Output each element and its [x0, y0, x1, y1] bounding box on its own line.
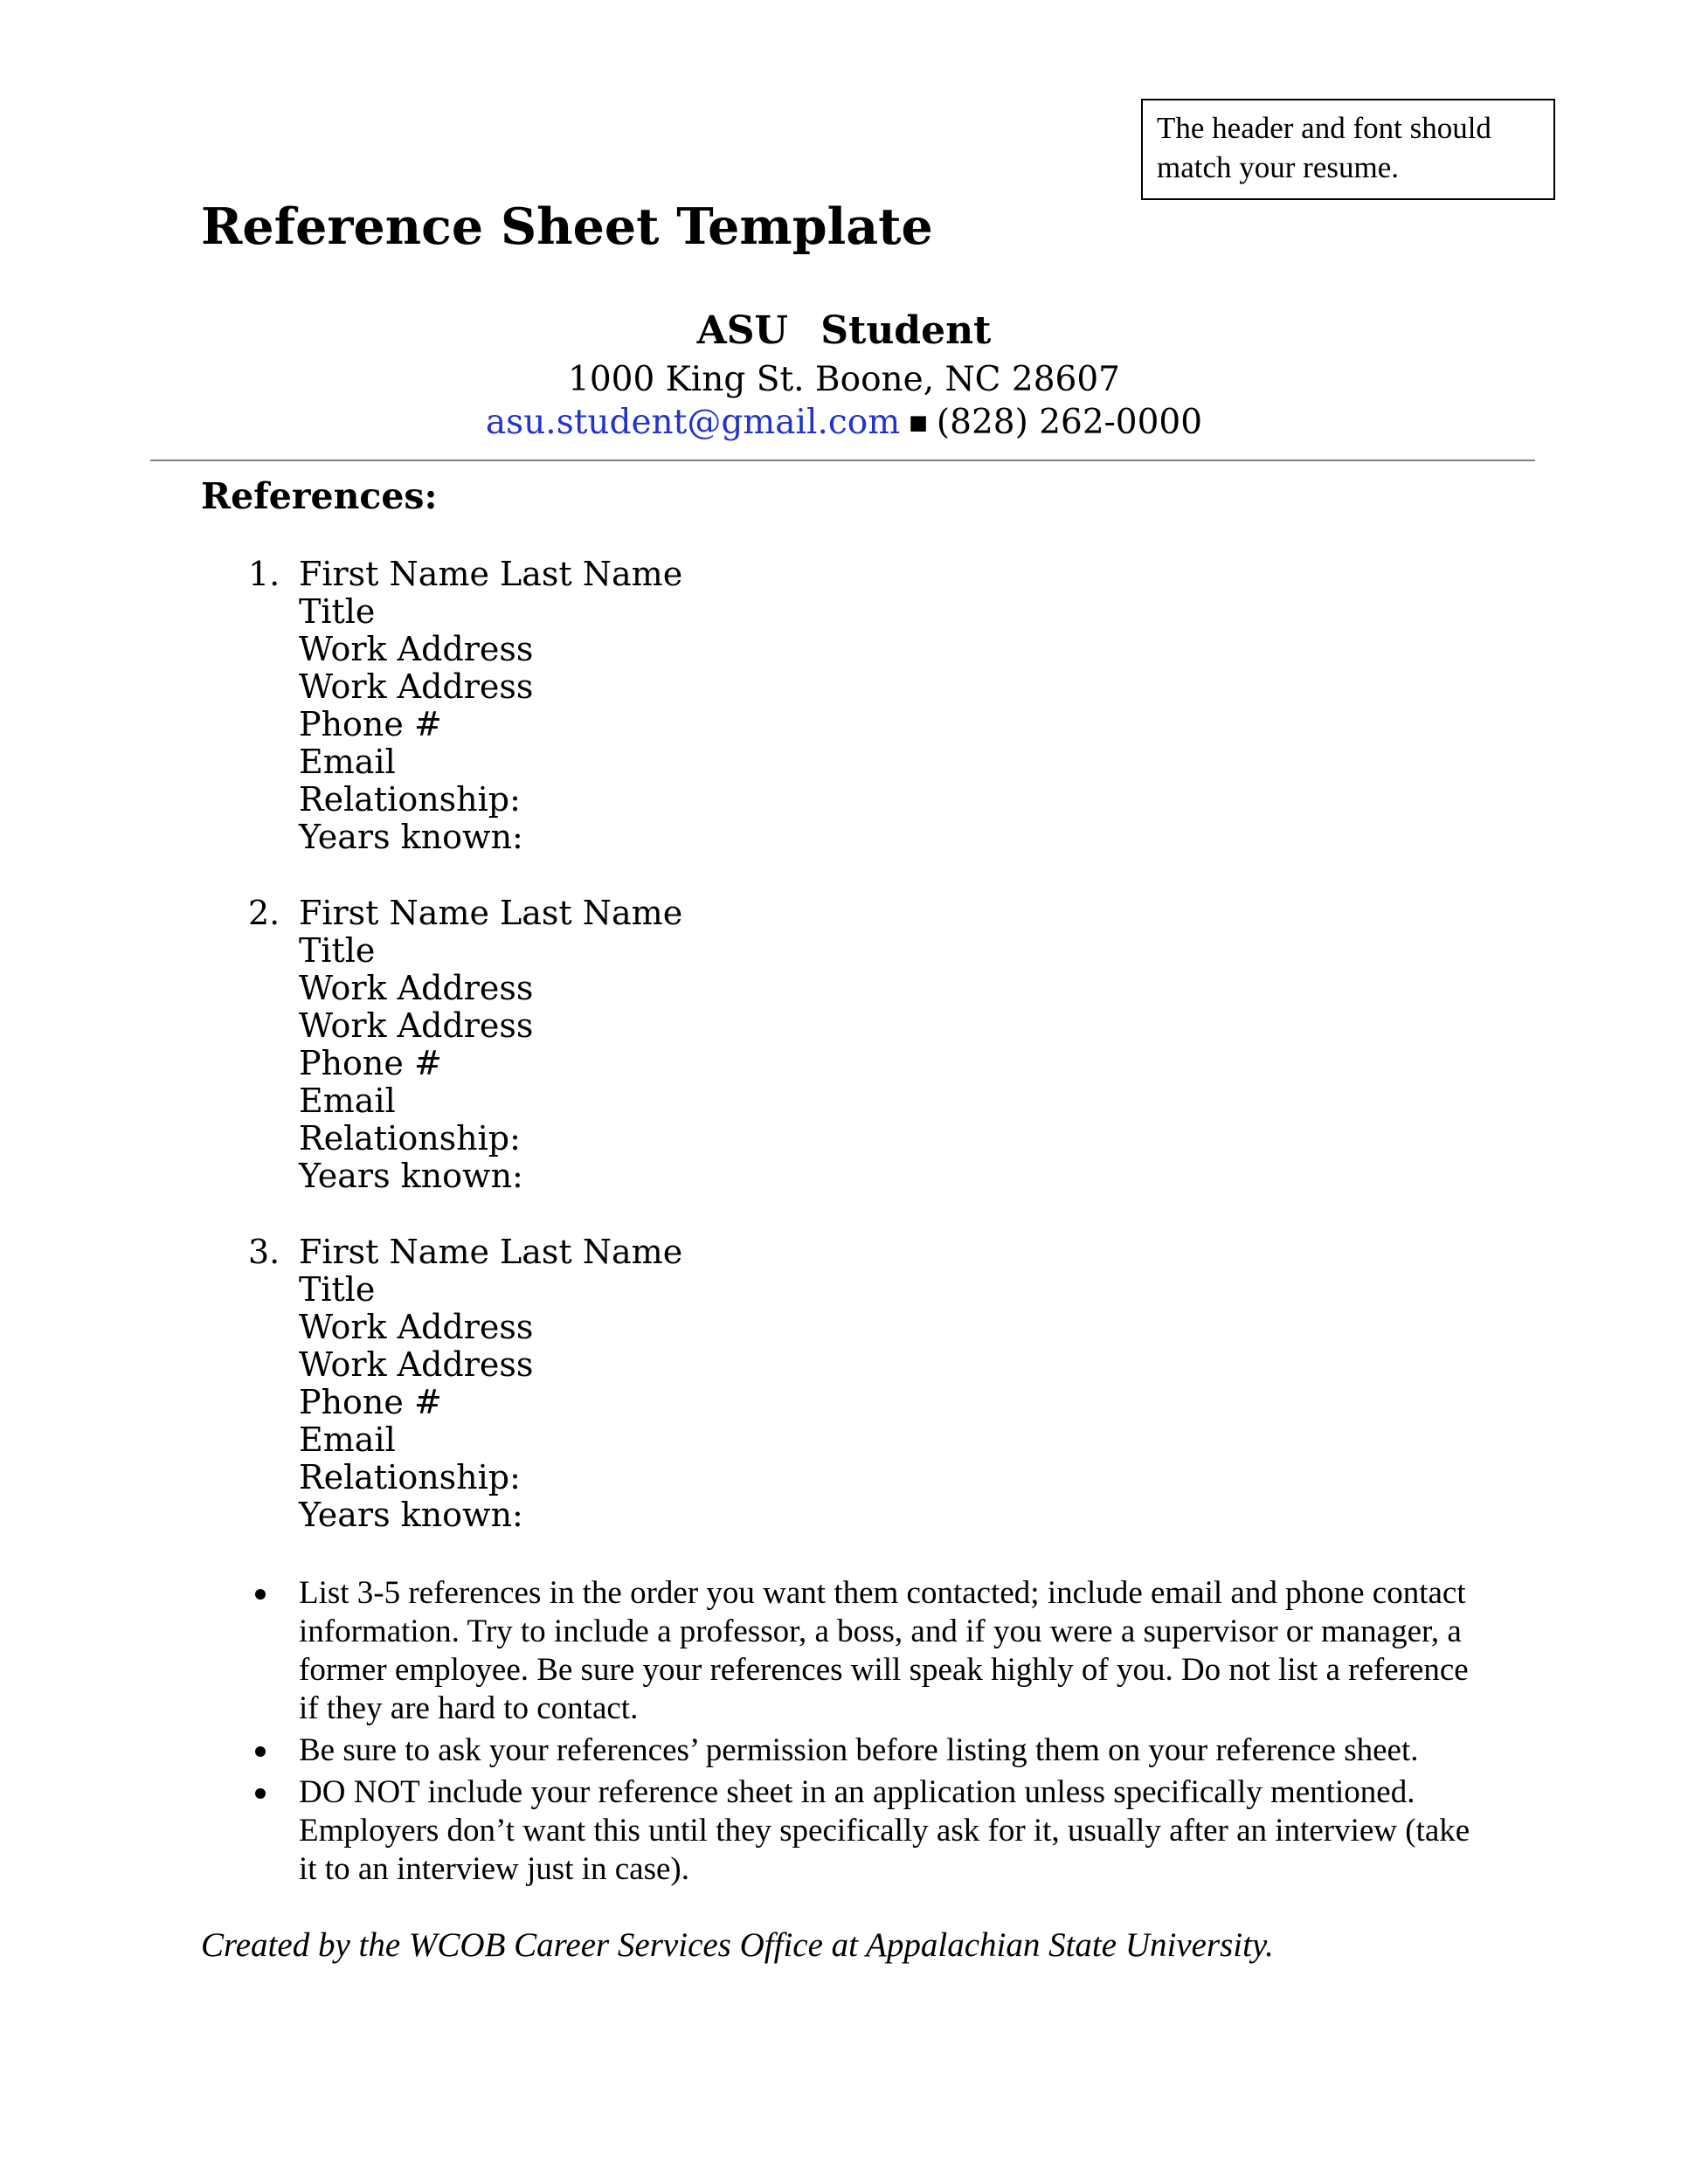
reference-entry-line: Title — [299, 1270, 376, 1309]
reference-entry-line: Relationship: — [299, 1458, 521, 1496]
contact-name: ASU Student — [696, 308, 992, 353]
notes-list — [0, 1574, 1688, 1889]
page-title: Reference Sheet Template — [201, 197, 933, 256]
note-text: List 3-5 references in the order you want them contacted; include email and phone contact information. Try to include a professor, a boss, and if you were a supervisor or manager, a former employee. Be sure your references will speak highly of you. Do not list a reference if they are hard to contact. — [299, 1575, 1469, 1726]
bullet-icon — [255, 1589, 266, 1600]
reference-entry-line: Work Address — [299, 1345, 534, 1384]
references-list — [0, 556, 1688, 1534]
reference-entry-number: 1. — [248, 555, 280, 593]
reference-entry — [248, 1234, 1688, 1534]
note-text: Be sure to ask your references’ permission before listing them on your reference sheet. — [299, 1732, 1419, 1768]
footer-credit: Created by the WCOB Career Services Office at Appalachian State University. — [201, 1926, 1274, 1964]
email-link[interactable]: asu.student@gmail.com — [485, 403, 901, 442]
reference-entry-number: 3. — [248, 1233, 280, 1271]
reference-entry-line: First Name Last Name — [299, 1233, 683, 1271]
reference-entry-line: Years known: — [299, 1496, 523, 1534]
reference-entry-line: Phone # — [299, 1044, 442, 1082]
phone-number: (828) 262-0000 — [936, 403, 1203, 442]
reference-entry-line: Years known: — [299, 1157, 523, 1195]
reference-entry-line: Title — [299, 592, 376, 631]
reference-entry-line: Work Address — [299, 1308, 534, 1346]
bullet-icon — [255, 1746, 266, 1757]
reference-entry-number: 2. — [248, 894, 280, 932]
reference-entry-line: Work Address — [299, 1006, 534, 1045]
reference-entry-lines — [299, 1234, 682, 1534]
note-text: DO NOT include your reference sheet in an application unless specifically mentioned. Employers don’t want this until they specifically ask for it, usually after an interview (take it to an interview just in case). — [299, 1774, 1470, 1887]
reference-entry-line: Relationship: — [299, 1119, 521, 1158]
reference-entry-line: Email — [299, 743, 396, 781]
reference-entry — [248, 556, 1688, 856]
reference-entry-line: Phone # — [299, 1383, 442, 1421]
reference-entry-line: First Name Last Name — [299, 555, 683, 593]
note-bullet-item — [248, 1731, 1474, 1770]
header-divider — [150, 460, 1535, 461]
reference-entry-lines — [299, 556, 682, 856]
note-bullet-item — [248, 1574, 1474, 1728]
reference-entry-line: Work Address — [299, 969, 534, 1007]
callout-text: The header and font should match your resume. — [1157, 111, 1491, 184]
reference-entry-line: First Name Last Name — [299, 894, 683, 932]
reference-entry-line: Email — [299, 1420, 396, 1459]
note-bullet-item — [248, 1773, 1474, 1889]
contact-email-line — [0, 403, 1688, 442]
reference-entry-line: Work Address — [299, 630, 534, 668]
bullet-icon — [255, 1788, 266, 1799]
reference-entry — [248, 895, 1688, 1195]
reference-entry-line: Title — [299, 931, 376, 970]
callout-box — [1141, 99, 1555, 200]
reference-entry-lines — [299, 895, 682, 1195]
reference-entry-line: Phone # — [299, 705, 442, 743]
reference-entry-line: Work Address — [299, 667, 534, 706]
reference-entry-line: Email — [299, 1082, 396, 1120]
references-heading: References: — [201, 475, 438, 517]
contact-header — [0, 308, 1688, 442]
reference-entry-line: Years known: — [299, 818, 523, 856]
square-separator-icon: ■ — [909, 411, 928, 434]
contact-address: 1000 King St. Boone, NC 28607 — [568, 360, 1120, 399]
reference-entry-line: Relationship: — [299, 780, 521, 819]
